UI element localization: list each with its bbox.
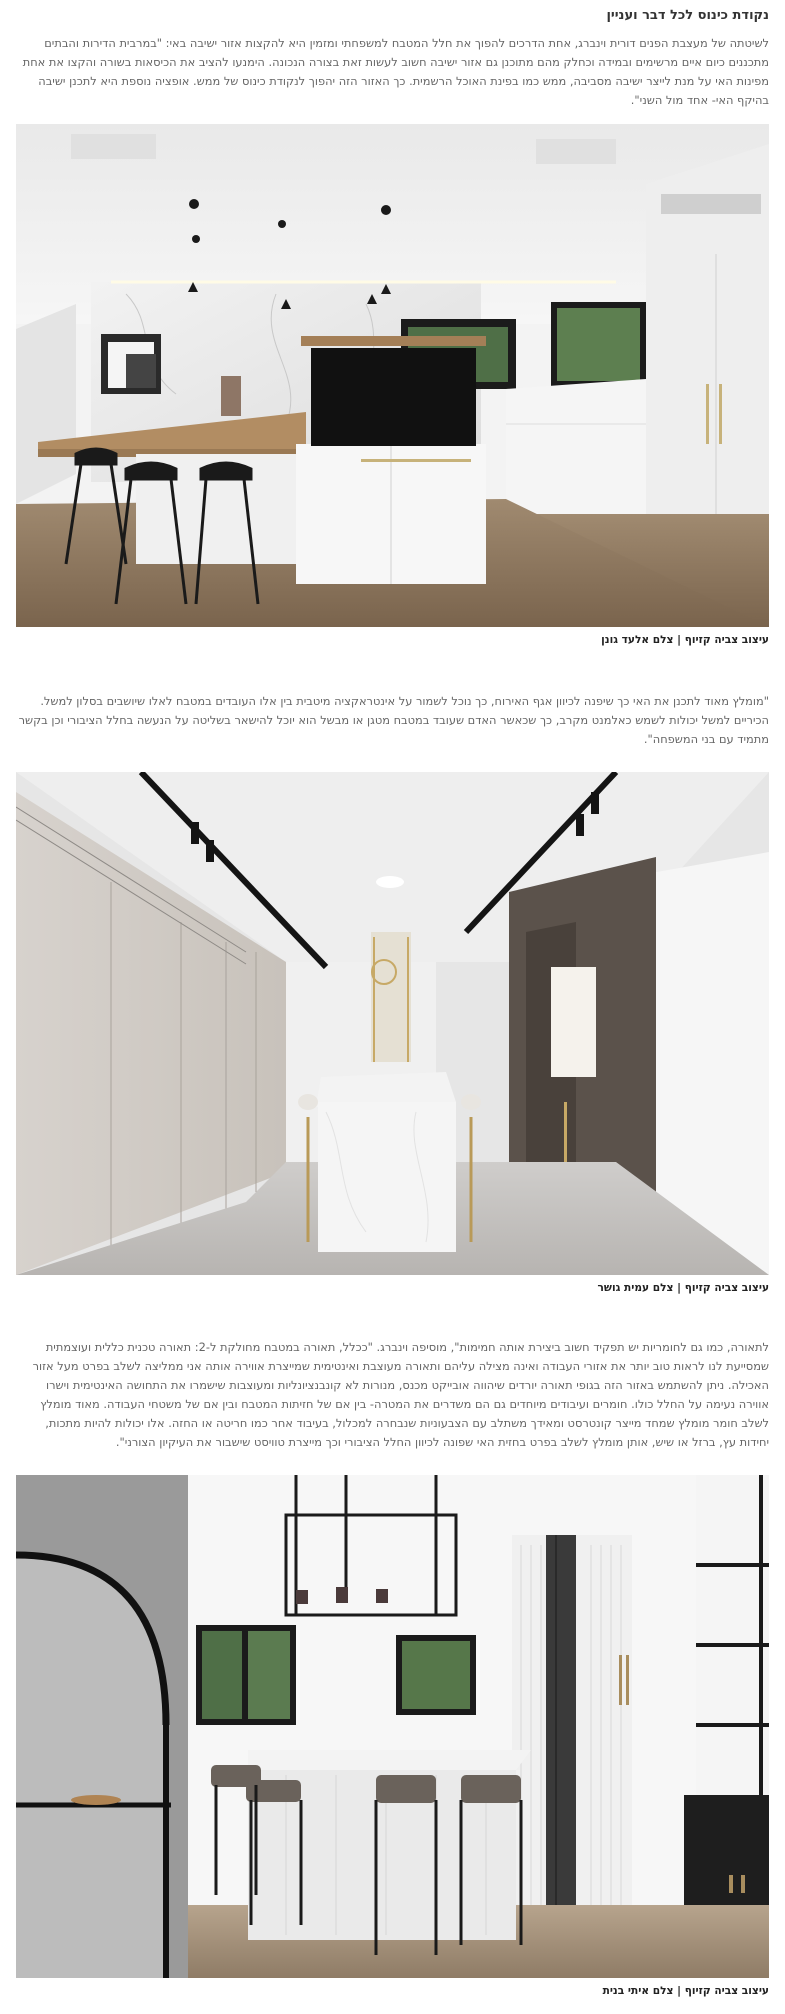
kitchen-photo-2 (16, 772, 769, 1275)
paragraph-3: לתאורה, כמו גם לחומריות יש תפקיד חשוב ביצירת אותה חמימות", מוסיפה וינברג. "ככלל, תאורה במטבח מחולקת ל-2: תאורה טכנית כללית ועוצמתית שמסייעת לנו לראות טוב יותר את אזורי העבודה ואינה מצילה עליהם ותאורה מעוצבת ואינטימית שמייצרת אווירה אותה אני ממליצה לשלב בפרט מעל אזור האכילה. ניתן להשתמש באזור הזה בגופי תאורה יורדים שיהווה אובייקט מכנס, מנורות לא קונבנציונליות ומעוצבות שישמרו את התחושה האינטימית וישרו אווירה נעימה על החלל כולו. חומרים ועיבודים מיוחדים גם הם משדרים את המטרה- בין אם של חזיתות המטבח ובין אם של משטחי העבודה. מאוד מומלץ לשלב חומר מומלץ שמחד מייצר קונטרסט ומאידך משתלב עם הצבעוניות שנבחרה למכלול, בעיבוד אחר כמו חריטה או החזה. אלו יכולות להיות מתכות, יחידות עץ, ברזל או שיש, אותן מומלץ לשלב בפרט בחזית האי שפונה לכיוון החלל הציבורי וכך מייצרת טוויסט שישבור את העיקיון הצורני". (32, 1340, 769, 1449)
photo-credit-1: עיצוב צביה קזיוף | צלם אלעד גונן (601, 634, 769, 646)
photo-credit-2: עיצוב צביה קזיוף | צלם עמית גושר (597, 1282, 769, 1294)
kitchen-photo-1 (16, 124, 769, 627)
article-heading: נקודת כינוס לכל דבר ועניין (606, 8, 769, 23)
paragraph-2: "מומלץ מאוד לתכנן את האי כך שיפנה לכיוון אגף האירוח, כך נוכל לשמור על אינטראקציה מיטבית בין אלו העובדים במטבח לאלו שיושבים בסלון למשל. הכיריים למשל יכולות לשמש כאלמנט מקרב, כך שכאשר האדם שעובד במטבח מטגן או מבשל הוא יוכל להישאר בשליטה על הנעשה בחלל הציבורי וכן בקשר מתמיד עם בני המשפחה". (18, 694, 769, 746)
paragraph-1: לשיטתה של מעצבת הפנים דורית וינברג, אחת הדרכים להפוך את חלל המטבח למשפחתי ומזמין היא להקצות אזור ישיבה באי: "במרבית הדירות והבתים מתכננים כיום איים מרשימים ובמידה וכחלק מהם מתוכנן גם אזור ישיבה חשוב לעשות זאת בצורה הנכונה. הימנעו להציב את הכיסאות בשורה והקצו את אחת מפינות האי על מנת לייצר ישיבה מסביבה, ממש כמו בפינת האוכל הרשמית. כך האזור הזה יהפוך לנקודת כינוס של ממש. אופציה נוספת היא לתכנן ישיבה בהיקף האי- אחד מול השני". (22, 36, 769, 107)
photo-credit-3: עיצוב צביה קזיוף | צלם איתי בנית (602, 1985, 769, 1997)
kitchen-photo-3 (16, 1475, 769, 1978)
